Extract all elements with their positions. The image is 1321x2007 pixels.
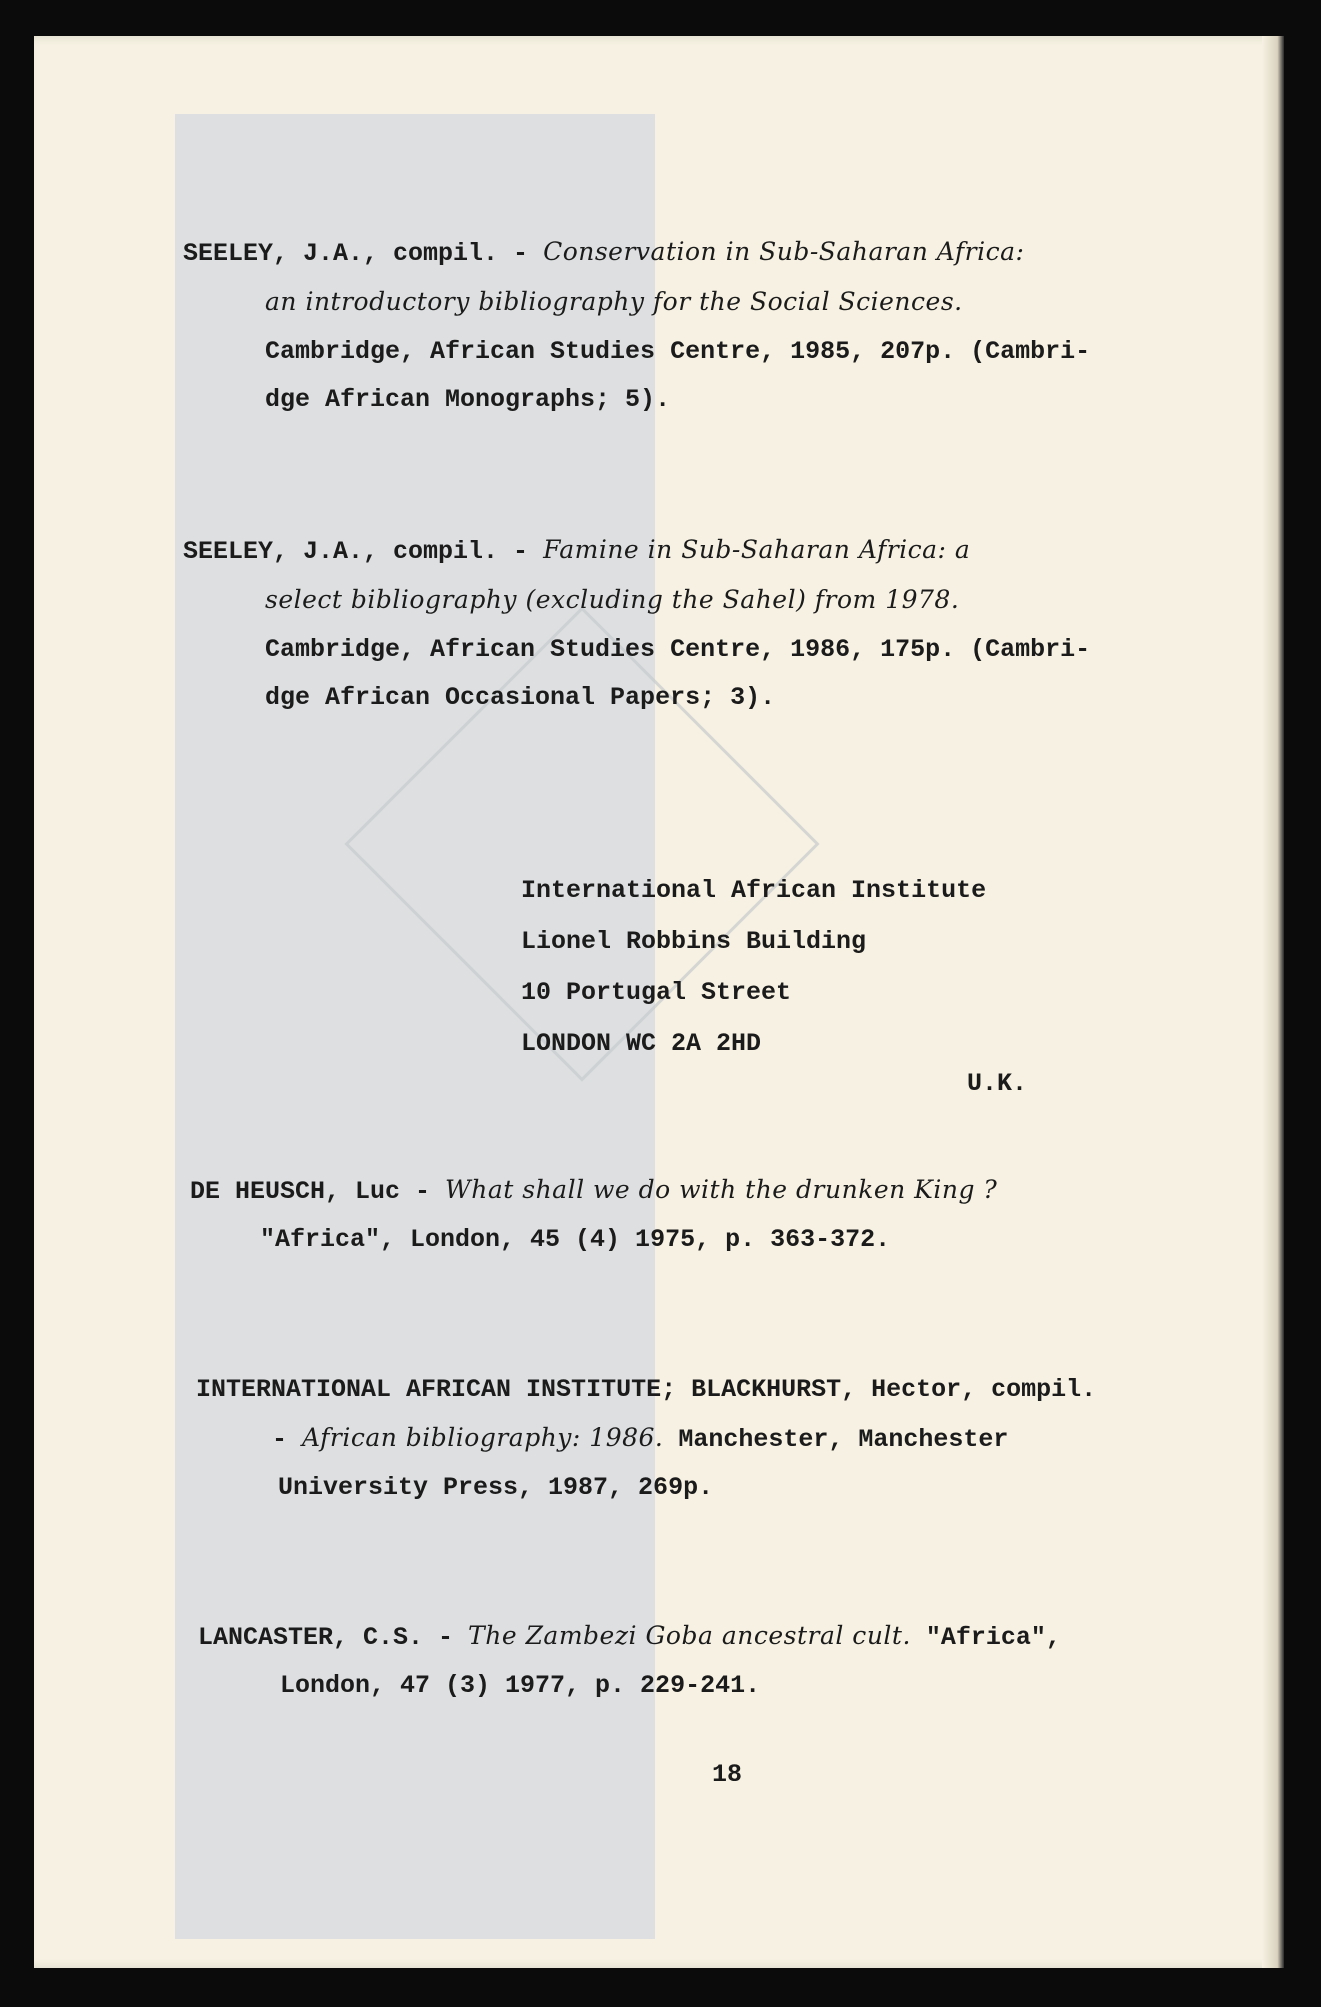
address-line: 10 Portugal Street: [521, 978, 792, 1007]
entry-line: [196, 1414, 1096, 1464]
page-number: 18: [712, 1760, 743, 1789]
bibliography-entry: [190, 1166, 997, 1264]
entry-title: an introductory bibliography for the Social Sciences.: [265, 287, 963, 316]
entry-line: [183, 626, 1090, 674]
entry-title: select bibliography (excluding the Sahel) from 1978.: [265, 585, 960, 614]
entry-line: [198, 1612, 1061, 1662]
entry-line: [183, 376, 1090, 424]
address-line: International African Institute: [521, 876, 987, 905]
bibliography-entry: [196, 1366, 1096, 1512]
entry-line: [183, 674, 1090, 722]
page-spine-edge: [1262, 36, 1284, 1968]
entry-text: SEELEY, J.A., compil. -: [183, 537, 544, 566]
entry-text: INTERNATIONAL AFRICAN INSTITUTE; BLACKHURST, Hector, compil.: [196, 1375, 1097, 1404]
entry-line: [190, 1166, 997, 1216]
entry-text: Cambridge, African Studies Centre, 1985, 207p. (Cambri-: [265, 337, 1091, 366]
entry-text: LANCASTER, C.S. -: [198, 1623, 469, 1652]
entry-text: University Press, 1987, 269p.: [278, 1473, 714, 1502]
entry-line: [183, 526, 1090, 576]
entry-line: [198, 1662, 1061, 1710]
entry-text: dge African Monographs; 5).: [265, 385, 671, 414]
entry-title: Conservation in Sub-Saharan Africa:: [543, 237, 1025, 266]
address-country: U.K.: [967, 1069, 1028, 1098]
entry-text: London, 47 (3) 1977, p. 229-241.: [280, 1671, 761, 1700]
entry-line: [183, 576, 1090, 626]
entry-line: [183, 228, 1090, 278]
entry-text: dge African Occasional Papers; 3).: [265, 683, 776, 712]
entry-text: "Africa",: [910, 1623, 1061, 1652]
entry-text: SEELEY, J.A., compil. -: [183, 239, 544, 268]
address-line: LONDON WC 2A 2HD: [521, 1029, 762, 1058]
bibliography-entry: [198, 1612, 1061, 1710]
entry-line: [196, 1366, 1096, 1414]
entry-line: [196, 1464, 1096, 1512]
entry-title: The Zambezi Goba ancestral cult.: [468, 1621, 911, 1650]
entry-line: [183, 328, 1090, 376]
address-line: Lionel Robbins Building: [521, 927, 867, 956]
entry-text: Manchester, Manchester: [663, 1425, 1009, 1454]
entry-line: [183, 278, 1090, 328]
entry-text: DE HEUSCH, Luc -: [190, 1177, 446, 1206]
entry-text: Cambridge, African Studies Centre, 1986, 175p. (Cambri-: [265, 635, 1091, 664]
bibliography-entry: [183, 526, 1090, 722]
entry-title: What shall we do with the drunken King ?: [445, 1175, 998, 1204]
entry-text: "Africa", London, 45 (4) 1975, p. 363-372.: [260, 1225, 891, 1254]
entry-title: African bibliography: 1986.: [302, 1423, 664, 1452]
entry-title: Famine in Sub-Saharan Africa: a: [543, 535, 971, 564]
entry-line: [190, 1216, 997, 1264]
entry-text: -: [272, 1425, 303, 1454]
address-block: [521, 865, 986, 1069]
bibliography-entry: [183, 228, 1090, 424]
